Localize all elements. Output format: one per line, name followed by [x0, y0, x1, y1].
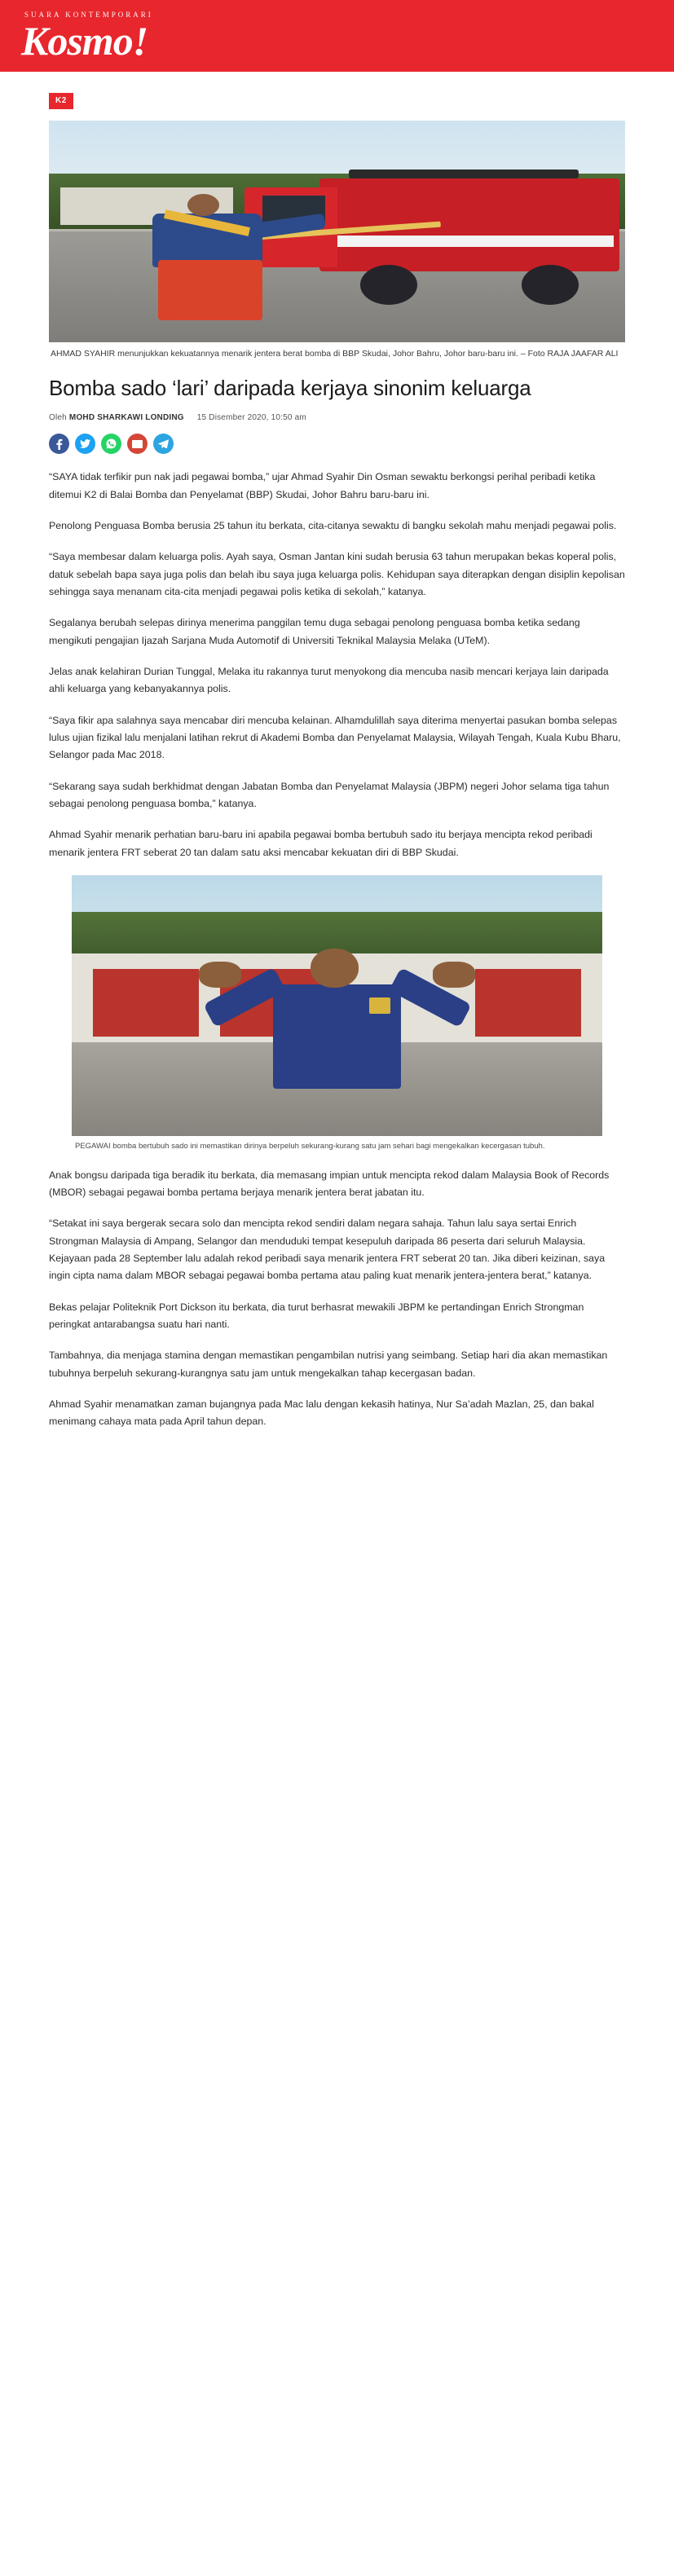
article-body	[0, 72, 674, 1477]
site-name: Kosmo!	[21, 17, 148, 64]
page-title: Bomba sado ‘lari’ daripada kerjaya sinonim keluarga	[49, 376, 531, 401]
share-twitter-icon[interactable]	[75, 434, 95, 454]
paragraph: Jelas anak kelahiran Durian Tunggal, Melaka itu rakannya turut menyokong dia mencuba nasib mencari kerjaya lain daripada ahli keluarga yang kebanyakannya polis.	[49, 666, 609, 695]
site-kicker: SUARA KONTEMPORARI	[24, 10, 153, 19]
inline-photo-caption: PEGAWAI bomba bertubuh sado ini memastikan dirinya berpeluh sekurang-kurang satu jam sehari bagi mengekalkan kecergasan tubuh.	[75, 1142, 545, 1151]
inline-photo	[72, 875, 602, 1136]
inline-figure	[49, 875, 625, 1152]
body-copy-top	[49, 469, 625, 861]
site-header	[0, 0, 674, 72]
lead-photo-art	[49, 121, 625, 342]
byline	[49, 413, 625, 422]
paragraph: “Setakat ini saya bergerak secara solo dan mencipta rekod sendiri dalam negara sahaja. Tahun lalu saya sertai Enrich Strongman Malaysia di Ampang, Selangor dan menduduki tempat kesepuluh daripada 86 peserta dari seluruh Malaysia. Kejayaan pada 28 September lalu adalah rekod peribadi saya menarik jentera FRT seberat 20 tan. Jika diberi keizinan, saya ingin cipta nama dalam MBOR sebagai pegawai bomba pertama atau paling kuat menarik jentera-jentera berat,” katanya.	[49, 1218, 606, 1282]
paragraph: Bekas pelajar Politeknik Port Dickson itu berkata, dia turut berhasrat mewakili JBPM ke pertandingan Enrich Strongman peringkat antarabangsa suatu hari nanti.	[49, 1301, 584, 1331]
paragraph: Segalanya berubah selepas dirinya menerima panggilan temu duga sebagai penolong penguasa bomba ketika sedang mengikuti pengajian Ijazah Sarjana Muda Automotif di Universiti Teknikal Malaysia Melaka (UTeM).	[49, 617, 580, 646]
category-badge[interactable]: K2	[49, 93, 73, 109]
body-copy-bottom	[49, 1167, 625, 1431]
paragraph: “Saya fikir apa salahnya saya mencabar diri mencuba kelainan. Alhamdulillah saya diterima menyertai pasukan bomba selepas lulus ujian fizikal lalu menjalani latihan rekrut di Akademi Bomba dan Penyelamat Malaysia, Wilayah Tengah, Kuala Kubu Bharu, Selangor pada Mac 2018.	[49, 714, 621, 761]
site-logo[interactable]	[21, 10, 153, 64]
share-whatsapp-icon[interactable]	[101, 434, 121, 454]
paragraph: “Saya membesar dalam keluarga polis. Ayah saya, Osman Jantan kini sudah berusia 63 tahun merupakan bekas koperal polis, datuk sebelah bapa saya juga polis dan belah ibu saya juga keluarga polis. Kehidupan saya diterapkan dengan disiplin kepolisan sehingga saya menanam cita-cita menjadi pegawai polis ketika di sekolah,” katanya.	[49, 551, 625, 598]
share-telegram-icon[interactable]	[153, 434, 174, 454]
byline-author[interactable]: MOHD SHARKAWI LONDING	[68, 413, 184, 423]
paragraph: Ahmad Syahir menamatkan zaman bujangnya pada Mac lalu dengan kekasih hatinya, Nur Sa’adah Mazlan, 25, dan bakal menimang cahaya mata pada April tahun depan.	[49, 1398, 594, 1428]
lead-photo	[49, 121, 625, 342]
share-email-icon[interactable]	[127, 434, 148, 454]
lead-figure	[49, 121, 625, 360]
paragraph: “SAYA tidak terfikir pun nak jadi pegawai bomba,” ujar Ahmad Syahir Din Osman sewaktu berkongsi perihal peribadi ketika ditemui K2 di Balai Bomba dan Penyelamat (BBP) Skudai, Johor Bahru baru-baru ini.	[49, 471, 596, 500]
paragraph: Anak bongsu daripada tiga beradik itu berkata, dia memasang impian untuk mencipta rekod dalam Malaysia Book of Records (MBOR) sebagai pegawai bomba pertama berjaya menarik jentera berat jabatan itu.	[49, 1169, 610, 1199]
byline-prefix: Oleh	[49, 413, 67, 423]
share-row	[49, 434, 625, 454]
paragraph: Penolong Penguasa Bomba berusia 25 tahun itu berkata, cita-citanya sewaktu di bangku sekolah mahu menjadi pegawai polis.	[49, 520, 617, 532]
paragraph: Tambahnya, dia menjaga stamina dengan memastikan pengambilan nutrisi yang seimbang. Setiap hari dia akan memastikan tubuhnya berpeluh sekurang-kurangnya satu jam untuk mengekalkan tahap kecergasan badan.	[49, 1350, 608, 1379]
paragraph: Ahmad Syahir menarik perhatian baru-baru ini apabila pegawai bomba bertubuh sado itu berjaya mencipta rekod peribadi menarik jentera FRT seberat 20 tan dalam satu aksi mencabar kekuatan diri di BBP Skudai.	[49, 829, 593, 858]
lead-photo-caption: AHMAD SYAHIR menunjukkan kekuatannya menarik jentera berat bomba di BBP Skudai, Johor Bahru, Johor baru-baru ini. – Foto RAJA JAAFAR ALI	[51, 349, 619, 359]
paragraph: “Sekarang saya sudah berkhidmat dengan Jabatan Bomba dan Penyelamat Malaysia (JBPM) negeri Johor selama tiga tahun sebagai penolong penguasa bomba,” katanya.	[49, 780, 610, 810]
share-facebook-icon[interactable]	[49, 434, 69, 454]
byline-date: 15 Disember 2020, 10:50 am	[196, 413, 306, 423]
inline-photo-art	[72, 875, 602, 1136]
